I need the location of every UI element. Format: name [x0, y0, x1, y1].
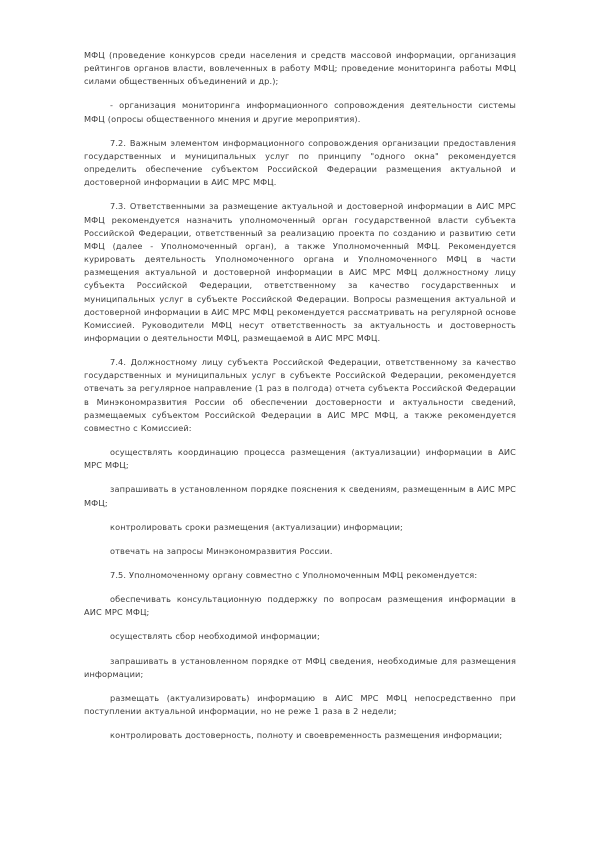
paragraph-continued-mfc: МФЦ (проведение конкурсов среди населения и средств массовой информации, организация рейтингов органов власти, вовлеченных в работу МФЦ; проведение мониторинга работы МФЦ силами общественных объединений и др.); — [84, 50, 516, 87]
paragraph-7-4-item-4: отвечать на запросы Минэкономразвития России. — [110, 545, 333, 556]
paragraph-7-4-item-1: осуществлять координацию процесса размещения (актуализации) информации в АИС МРС МФЦ; — [84, 447, 516, 471]
paragraph-7-3: 7.3. Ответственными за размещение актуальной и достоверной информации в АИС МРС МФЦ рекомендуется назначить уполномоченный орган государственной власти субъекта Российской Федерации, ответственный за реализацию проекта по созданию и развитию сети МФЦ (далее - Уполномоченный орган), а также Уполномоченный МФЦ. Рекомендуется курировать деятельность Уполномоченного органа и Уполномоченного МФЦ в части размещения актуальной и достоверной информации в АИС МРС МФЦ должностному лицу субъекта Российской Федерации, ответственному за качество государственных и муниципальных услуг в субъекте Российской Федерации. Вопросы размещения актуальной и достоверной информации в АИС МРС МФЦ рекомендуется рассматривать на регулярной основе Комиссией. Руководители МФЦ несут ответственность за актуальность и достоверность информации о деятельности МФЦ, размещаемой в АИС МРС МФЦ. — [84, 201, 516, 343]
paragraph-7-5-item-1: обеспечивать консультационную поддержку по вопросам размещения информации в АИС МРС МФЦ; — [84, 594, 516, 618]
paragraph-7-5: 7.5. Уполномоченному органу совместно с Уполномоченным МФЦ рекомендуется: — [110, 570, 478, 580]
paragraph-7-5-item-5: контролировать достоверность, полноту и своевременность размещения информации; — [110, 730, 503, 741]
paragraph-7-4: 7.4. Должностному лицу субъекта Российской Федерации, ответственному за качество государственных и муниципальных услуг в субъекте Российской Федерации, рекомендуется отвечать за регулярное направление (1 раз в полгода) отчета субъекта Российской Федерации в Минэкономразвития России об обеспечении достоверности и актуальности сведений, размещаемых субъектом Российской Федерации в АИС МРС МФЦ, а также рекомендуется совместно с Комиссией: — [84, 357, 516, 433]
paragraph-monitoring-organization: - организация мониторинга информационного сопровождения деятельности системы МФЦ (опросы общественного мнения и другие мероприятия). — [84, 100, 516, 124]
paragraph-7-2: 7.2. Важным элементом информационного сопровождения организации предоставления государственных и муниципальных услуг по принципу "одного окна" рекомендуется определить обеспечение субъектом Российской Федерации размещения актуальной и достоверной информации в АИС МРС МФЦ. — [84, 137, 516, 188]
paragraph-7-4-item-2: запрашивать в установленном порядке пояснения к сведениям, размещенным в АИС МРС МФЦ; — [84, 484, 516, 508]
paragraph-7-5-item-4: размещать (актуализировать) информацию в АИС МРС МФЦ непосредственно при поступлении актуальной информации, но не реже 1 раза в 2 недели; — [84, 692, 516, 717]
paragraph-7-5-item-2: осуществлять сбор необходимой информации; — [110, 631, 320, 642]
paragraph-7-5-item-3: запрашивать в установленном порядке от МФЦ сведения, необходимые для размещения информации; — [84, 655, 516, 679]
paragraph-7-4-item-3: контролировать сроки размещения (актуализации) информации; — [110, 521, 403, 532]
document-text-column — [84, 49, 516, 742]
